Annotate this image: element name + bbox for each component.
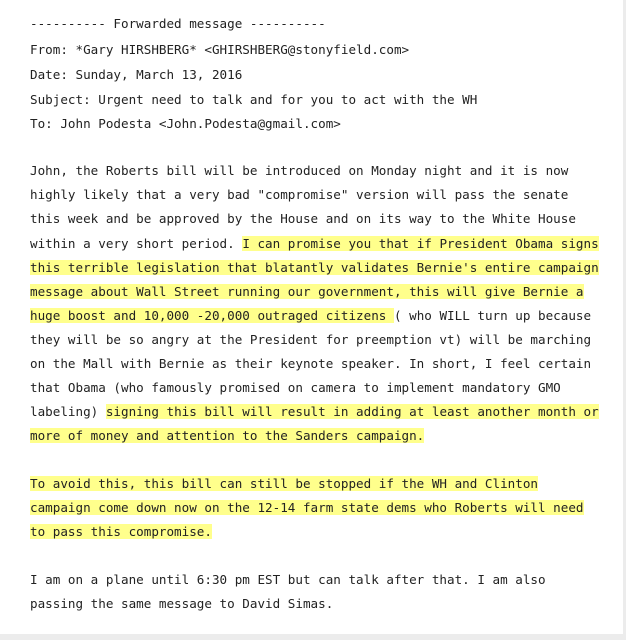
body-line (30, 258, 599, 278)
highlighted-text: campaign come down now on the 12-14 farm state dems who Roberts will need (30, 500, 584, 515)
highlighted-text: more of money and attention to the Sanders campaign. (30, 428, 425, 443)
highlighted-text: to pass this compromise. (30, 524, 212, 539)
body-line (30, 498, 584, 518)
body-line (30, 426, 424, 446)
body-line: they will be so angry at the President for preemption vt) will be marching (30, 332, 592, 347)
body-line: on the Mall with Bernie as their keynote speaker. In short, I feel certain (30, 356, 592, 371)
page-border-bottom (0, 634, 626, 640)
to-line: To: John Podesta <John.Podesta@gmail.com> (30, 116, 341, 131)
plain-text: labeling) (30, 404, 106, 419)
body-line (30, 234, 599, 254)
plain-text: ( who WILL turn up because (393, 308, 592, 323)
highlighted-text: To avoid this, this bill can still be stopped if the WH and Clinton (30, 476, 538, 491)
highlighted-text: signing this bill will result in adding at least another month or (105, 404, 599, 419)
from-line: From: *Gary HIRSHBERG* <GHIRSHBERG@stonyfield.com> (30, 42, 410, 57)
body-line (30, 522, 212, 542)
body-line (30, 306, 591, 326)
body-line: passing the same message to David Simas. (30, 596, 334, 611)
body-line: highly likely that a very bad "compromise" version will pass the senate (30, 187, 569, 202)
highlighted-text: message about Wall Street running our government, this will give Bernie a (30, 284, 584, 299)
body-line: John, the Roberts bill will be introduced on Monday night and it is now (30, 163, 569, 178)
body-line: this week and be approved by the House and on its way to the White House (30, 211, 576, 226)
body-line (30, 402, 599, 422)
highlighted-text: I can promise you that if President Obama signs (242, 236, 599, 251)
subject-line: Subject: Urgent need to talk and for you to act with the WH (30, 92, 478, 107)
highlighted-text: huge boost and 10,000 -20,000 outraged citizens (30, 308, 394, 323)
plain-text: within a very short period. (30, 236, 243, 251)
body-line (30, 282, 584, 302)
date-line: Date: Sunday, March 13, 2016 (30, 67, 243, 82)
body-line: that Obama (who famously promised on camera to implement mandatory GMO (30, 380, 561, 395)
body-line (30, 474, 538, 494)
highlighted-text: this terrible legislation that blatantly validates Bernie's entire campaign (30, 260, 599, 275)
forwarded-banner: ---------- Forwarded message ---------- (30, 16, 326, 31)
body-line: I am on a plane until 6:30 pm EST but can talk after that. I am also (30, 572, 546, 587)
